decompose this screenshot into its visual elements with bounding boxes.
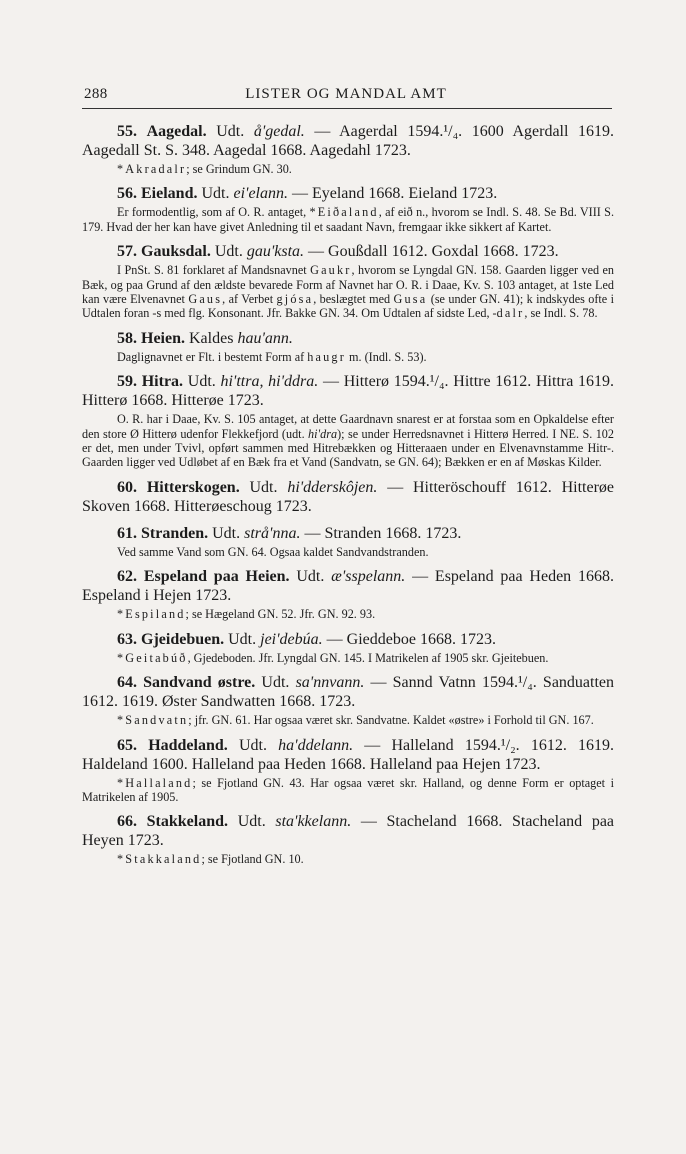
entry-62: [82, 567, 614, 621]
entry-note: [82, 350, 614, 364]
entry-note: [82, 651, 614, 665]
note-text: Ved samme Vand som GN. 64. Ogsaa kaldet Sandvandstranden.: [117, 544, 429, 559]
entry-heading: [82, 736, 614, 774]
entry-heading: [82, 329, 614, 348]
note-spaced: gjósa: [276, 292, 314, 307]
entry-pronunciation: gau'ksta.: [246, 243, 305, 261]
note-text: Daglignavnet er Flt. i bestemt Form af: [117, 349, 308, 364]
entry-heading: [82, 184, 614, 203]
note-text: ); se under Herredsnavnet i Hitterø Herred. I NE. S. 102 er det, men under Tvivl, opført sammen med Hitrebækken og Hitteraaen under en Elvenavnstamme Hitr-. Gaarden ligger ved Udløbet af en Bæk fra et Vand (Sandvatn, se GN. 64); Bækken er en af Møskas Kilder.: [82, 426, 614, 470]
entry-forms: — Sannd Vatnn 1594.¹/₄. Sanduatten 1612. 1619. Øster Sandwatten 1668. 1723.: [82, 674, 615, 711]
note-spaced: *Geitabúð: [117, 650, 188, 665]
entry-heading: [82, 812, 614, 850]
note-spaced: Gaukr: [310, 263, 352, 278]
entry-udt: Udt.: [228, 630, 257, 648]
entry-udt: Udt.: [296, 568, 325, 586]
entry-number: 65.: [117, 736, 137, 754]
note-text: , af Verbet: [222, 292, 277, 307]
entry-name: Haddeland.: [148, 736, 228, 754]
entry-57: [82, 242, 614, 321]
note-spaced: *Hallaland: [117, 775, 193, 790]
entry-pronunciation: ei'elann.: [233, 185, 288, 203]
note-spaced: *Stakkaland: [117, 852, 202, 867]
page-number: 288: [84, 86, 108, 102]
note-text: O. R. har i Daae, Kv. S. 105 antaget, at dette Gaardnavn snarest er at forstaa som en Opkaldelse efter den store Ø Hitterø udenfor Flekkefjord (udt.: [82, 412, 614, 441]
entry-forms: — Stacheland 1668. Stacheland paa Heyen 1723.: [82, 813, 615, 850]
entry-pronunciation: strå'nna.: [244, 524, 301, 542]
note-italic: hi'dra: [308, 426, 338, 441]
entry-name: Hitterskogen.: [146, 478, 240, 496]
entry-pronunciation: hi'dderskôjen.: [287, 478, 378, 496]
entry-name: Espeland paa Heien.: [143, 568, 290, 586]
note-text: (se under GN. 41); k indskydes ofte i Udtalen foran -s med flg. Konsonant. Jfr. Bakke GN. 34. Om Udtalen af sidste Led, -: [82, 292, 614, 321]
entry-64: [82, 673, 614, 727]
entry-number: 66.: [117, 813, 137, 831]
entry-udt: Udt.: [261, 674, 290, 692]
note-text: , hvorom se Lyngdal GN. 158. Gaarden ligger ved en Bæk, og paa Grund af den ældste bevarede Form af Navnet har O. R. i Daae, Kv. S. 103 antaget, at 1ste Led kan være Elvenavnet: [82, 263, 614, 307]
entry-pronunciation: hau'ann.: [237, 329, 293, 347]
entry-udt: Udt.: [212, 524, 241, 542]
entry-forms: — Eyeland 1668. Eieland 1723.: [287, 185, 498, 203]
note-spaced: Gusa: [393, 292, 428, 307]
entry-forms: — Hitteröschouff 1612. Hitterøe Skoven 1668. Hitterøeschoug 1723.: [82, 478, 615, 515]
note-spaced: Gaus: [188, 292, 223, 307]
entry-63: [82, 630, 614, 665]
entry-heading: [82, 567, 614, 605]
entry-note: [82, 412, 614, 470]
entry-heading: [82, 242, 614, 261]
entry-udt: Kaldes: [189, 329, 234, 347]
entry-udt: Udt.: [214, 243, 243, 261]
entry-number: 61.: [117, 524, 137, 542]
note-text: m. (Indl. S. 53).: [345, 349, 427, 364]
entry-number: 57.: [117, 243, 137, 261]
entry-58: [82, 329, 614, 364]
entry-number: 64.: [117, 674, 137, 692]
entry-heading: [82, 122, 614, 160]
note-spaced: *Akradalr: [117, 162, 187, 176]
entry-udt: Udt.: [249, 478, 278, 496]
entry-number: 55.: [117, 123, 137, 140]
entry-number: 56.: [117, 185, 137, 203]
entry-note: [82, 263, 614, 321]
note-text: Er formodentlig, som af O. R. antaget,: [117, 205, 310, 220]
entry-name: Eieland.: [141, 185, 198, 203]
note-spaced: *Eiðaland: [309, 205, 379, 220]
entry-pronunciation: æ'sspelann.: [331, 568, 406, 586]
note-text: ; se Fjotland GN. 43. Har ogsaa været skr. Halland, og denne Form er optaget i Matrikelen af 1905.: [82, 775, 614, 804]
entries-list: [82, 122, 614, 875]
running-header: [82, 86, 610, 106]
note-text: ; se Fjotland GN. 10.: [201, 852, 304, 867]
entry-forms: — Goußdall 1612. Goxdal 1668. 1723.: [304, 243, 559, 261]
entry-note: [82, 776, 614, 805]
entry-udt: Udt.: [238, 736, 267, 754]
entry-forms: — Espeland paa Heden 1668. Espeland i Hejen 1723.: [82, 568, 615, 605]
entry-66: [82, 812, 614, 866]
entry-55: [82, 122, 614, 176]
entry-number: 63.: [117, 630, 137, 648]
note-text: I PnSt. S. 81 forklaret af Mandsnavnet: [117, 263, 311, 278]
entry-forms: — Hitterø 1594.¹/₄. Hittre 1612. Hittra 1619. Hitterø 1668. Hitterøe 1723.: [82, 373, 615, 410]
entry-note: [82, 852, 614, 866]
entry-heading: [82, 673, 614, 711]
note-text: ; se Hægeland GN. 52. Jfr. GN. 92. 93.: [185, 607, 376, 622]
note-spaced: *Espiland: [117, 607, 186, 622]
note-spaced: *Sandvatn: [117, 713, 189, 728]
entry-name: Stakkeland.: [146, 813, 229, 831]
entry-name: Heien.: [141, 329, 185, 347]
entry-forms: — Halleland 1594.¹/₂. 1612. 1619. Haldeland 1600. Halleland paa Heden 1668. Halleland paa Hejen 1723.: [82, 736, 615, 773]
note-text: , af eið n., hvorom se Indl. S. 48. Se Bd. VIII S. 179. Hvad der her kan have givet Anledning til et saadant Navn, fremgaar ikke sikkert af Kartet.: [82, 205, 614, 234]
entry-udt: Udt.: [187, 373, 216, 391]
entry-note: [82, 713, 614, 727]
entry-udt: Udt.: [201, 185, 230, 203]
entry-name: Stranden.: [141, 524, 209, 542]
entry-number: 60.: [117, 478, 137, 496]
entry-name: Gjeidebuen.: [141, 630, 225, 648]
entry-number: 59.: [117, 373, 137, 391]
page-title: LISTER OG MANDAL AMT: [245, 86, 447, 102]
entry-note: [82, 205, 614, 234]
entry-pronunciation: sa'nnvann.: [295, 674, 365, 692]
note-text: ; jfr. GN. 61. Har ogsaa været skr. Sandvatne. Kaldet «østre» i Forhold til GN. 167.: [188, 713, 594, 728]
entry-number: 62.: [117, 568, 137, 586]
note-text: , beslægtet med: [313, 292, 394, 307]
entry-pronunciation: å'gedal.: [253, 123, 305, 140]
header-rule: [82, 108, 612, 109]
entry-note: [82, 162, 614, 176]
entry-name: Aagedal.: [146, 123, 207, 140]
entry-heading: [82, 630, 614, 649]
entry-heading: [82, 478, 614, 516]
entry-forms: — Gieddeboe 1668. 1723.: [322, 630, 496, 648]
entry-udt: Udt.: [216, 123, 245, 140]
entry-name: Sandvand østre.: [143, 674, 256, 692]
entry-heading: [82, 372, 614, 410]
entry-pronunciation: sta'kkelann.: [275, 813, 352, 831]
entry-56: [82, 184, 614, 234]
entry-60: [82, 478, 614, 516]
entry-pronunciation: ha'ddelann.: [278, 736, 354, 754]
entry-note: [82, 607, 614, 621]
entry-pronunciation: hi'ttra, hi'ddra.: [220, 373, 319, 391]
entry-heading: [82, 524, 614, 543]
entry-note: [82, 545, 614, 559]
entry-name: Hitra.: [141, 373, 184, 391]
entry-61: [82, 524, 614, 559]
entry-udt: Udt.: [237, 813, 266, 831]
note-spaced: dalr: [496, 306, 525, 321]
entry-number: 58.: [117, 329, 137, 347]
entry-pronunciation: jei'debúa.: [260, 630, 323, 648]
note-spaced: haugr: [307, 349, 346, 364]
entry-65: [82, 736, 614, 805]
entry-name: Gauksdal.: [141, 243, 211, 261]
entry-forms: — Stranden 1668. 1723.: [300, 524, 462, 542]
entry-59: [82, 372, 614, 470]
note-text: , se Indl. S. 78.: [524, 306, 598, 321]
entry-forms: — Aagerdal 1594.¹/₄. 1600 Agerdall 1619. Aagedall St. S. 348. Aagedal 1668. Aagedahl 1723.: [82, 123, 615, 159]
note-text: , Gjedeboden. Jfr. Lyngdal GN. 145. I Matrikelen af 1905 skr. Gjeitebuen.: [187, 650, 549, 665]
note-text: ; se Grindum GN. 30.: [186, 162, 292, 176]
